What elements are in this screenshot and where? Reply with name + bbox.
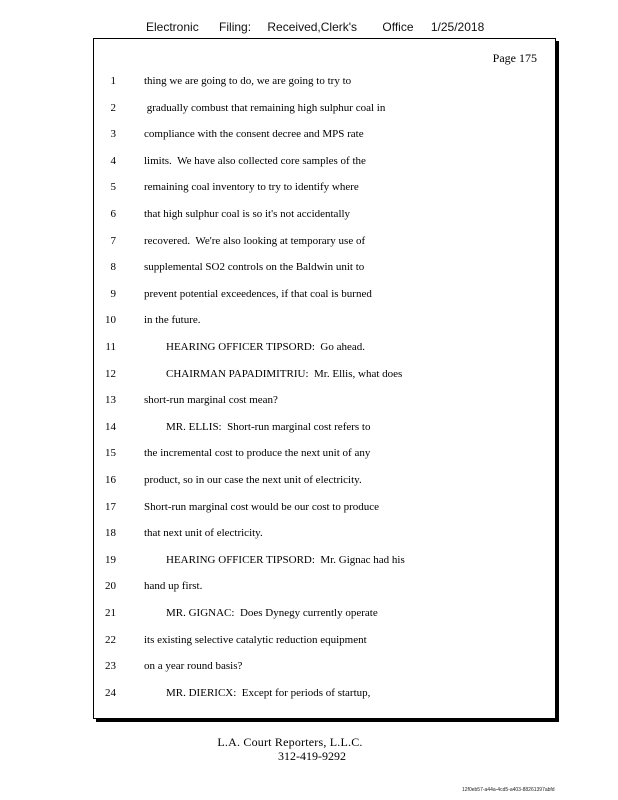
line-number: 22	[105, 633, 116, 646]
footer-phone: 312-419-9292	[278, 749, 346, 763]
line-number: 21	[105, 607, 116, 619]
document-hash: 12f0eb57-a44a-4cd5-a403-88261397abfd	[462, 787, 555, 793]
filing-office: Office	[382, 20, 414, 34]
line-number: 5	[110, 181, 116, 194]
page-number: Page 175	[492, 51, 537, 65]
line-text: that next unit of electricity.	[144, 527, 263, 540]
line-number: 6	[110, 208, 116, 220]
line-number: 10	[105, 314, 116, 327]
line-number: 16	[105, 474, 116, 486]
line-text: MR. ELLIS: Short-run marginal cost refers to	[144, 420, 371, 433]
line-text: MR. DIERICX: Except for periods of startup,	[144, 686, 371, 699]
line-number: 1	[110, 75, 116, 87]
line-number: 18	[105, 527, 116, 540]
line-text: its existing selective catalytic reduction equipment	[144, 633, 367, 646]
line-number: 19	[105, 553, 116, 566]
footer-company: L.A. Court Reporters, L.L.C.	[217, 735, 363, 749]
line-number: 14	[105, 420, 116, 433]
line-text: HEARING OFFICER TIPSORD: Go ahead.	[144, 341, 366, 353]
line-text: limits. We have also collected core samples of the	[144, 154, 366, 167]
line-text: on a year round basis?	[144, 660, 243, 673]
filing-received: Received,Clerk's	[267, 20, 358, 34]
line-text: recovered. We're also looking at temporary use of	[144, 234, 366, 247]
line-text: gradually combust that remaining high sulphur coal in	[144, 101, 386, 114]
line-text: in the future.	[144, 314, 201, 327]
line-number: 23	[105, 660, 116, 673]
line-number: 11	[105, 341, 116, 353]
line-number: 8	[110, 261, 116, 274]
line-number: 4	[110, 154, 116, 167]
line-text: product, so in our case the next unit of electricity.	[144, 474, 362, 486]
line-number: 3	[110, 128, 116, 141]
line-number: 17	[105, 500, 116, 513]
line-text: hand up first.	[144, 580, 203, 593]
line-text: remaining coal inventory to try to identify where	[144, 181, 359, 194]
line-text: short-run marginal cost mean?	[144, 394, 278, 407]
line-number: 15	[105, 447, 116, 460]
filing-electronic: Electronic	[146, 20, 199, 34]
transcript-page	[93, 38, 556, 719]
line-text: MR. GIGNAC: Does Dynegy currently operate	[144, 607, 378, 619]
line-text: prevent potential exceedences, if that coal is burned	[144, 287, 372, 300]
line-number: 12	[105, 367, 116, 380]
line-text: that high sulphur coal is so it's not accidentally	[144, 208, 351, 220]
line-number: 9	[110, 287, 116, 300]
filing-label: Filing:	[219, 20, 252, 34]
line-text: HEARING OFFICER TIPSORD: Mr. Gignac had his	[144, 553, 405, 566]
line-number: 2	[110, 101, 116, 114]
line-number: 24	[105, 686, 116, 699]
line-number: 20	[105, 580, 116, 593]
filing-stamp-header	[146, 20, 484, 34]
filing-date: 1/25/2018	[430, 20, 485, 34]
line-text: compliance with the consent decree and MPS rate	[144, 128, 364, 141]
line-number: 7	[110, 234, 116, 247]
line-number: 13	[105, 394, 116, 407]
line-text: thing we are going to do, we are going to try to	[144, 75, 352, 87]
line-text: CHAIRMAN PAPADIMITRIU: Mr. Ellis, what does	[144, 367, 403, 380]
line-text: supplemental SO2 controls on the Baldwin unit to	[144, 261, 365, 274]
line-text: the incremental cost to produce the next unit of any	[144, 447, 371, 460]
line-text: Short-run marginal cost would be our cost to produce	[144, 500, 380, 513]
